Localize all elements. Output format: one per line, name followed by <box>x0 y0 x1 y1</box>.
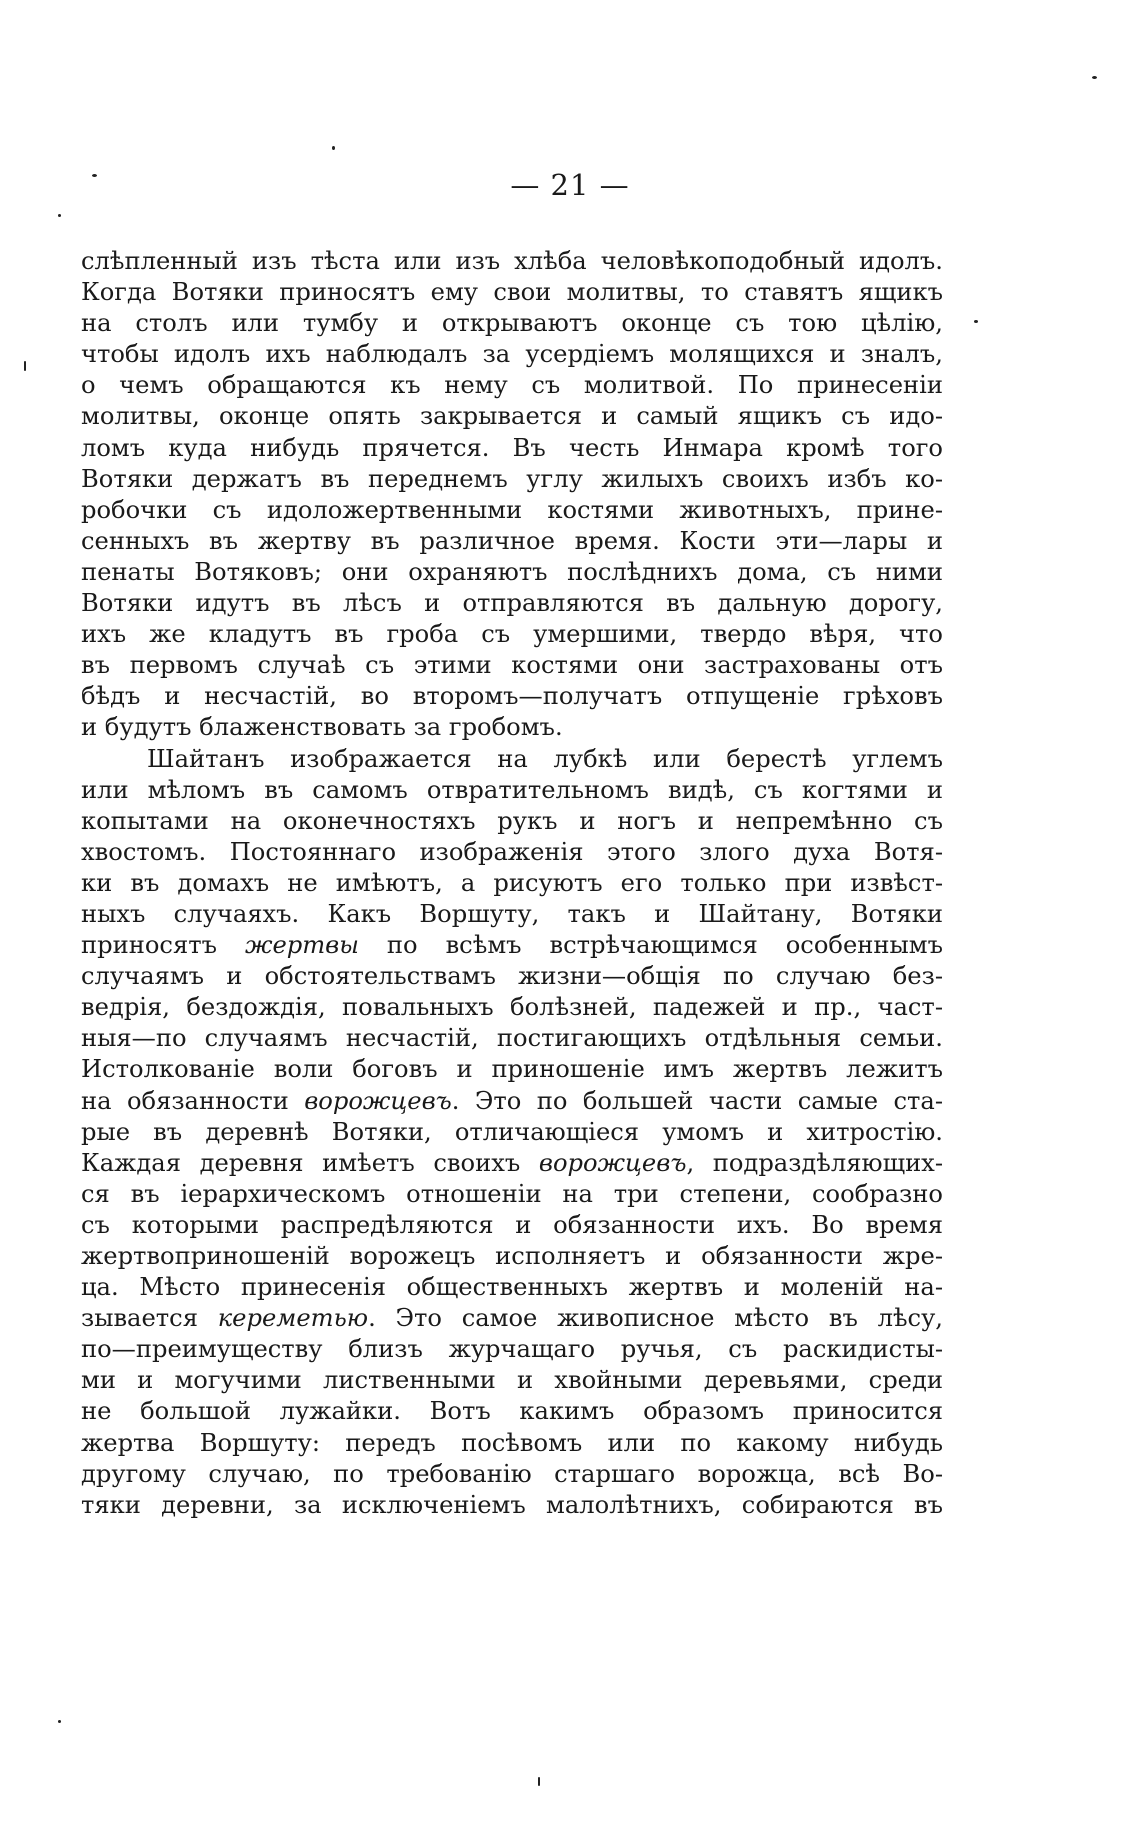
text-line: жертвоприношеній ворожецъ исполняетъ и обязанности жре- <box>81 1242 943 1270</box>
text-line: о чемъ обращаются къ нему съ молитвой. По принесеніи <box>81 371 943 400</box>
text-line: Вотяки идутъ въ лѣсъ и отправляются въ дальную дорогу, <box>81 589 943 618</box>
text-line: чтобы идолъ ихъ наблюдалъ за усердіемъ молящихся и зналъ, <box>81 340 943 369</box>
text-line: приносятъ жертвы по всѣмъ встрѣчающимся особеннымъ <box>81 931 943 960</box>
text-line: ныя—по случаямъ несчастій, постигающихъ отдѣльныя семьи. <box>81 1024 943 1053</box>
text-line: жертва Воршуту: передъ посѣвомъ или по какому нибудь <box>81 1428 943 1457</box>
text-line: ми и могучими лиственными и хвойными деревьями, среди <box>81 1366 943 1395</box>
emphasis: жертвы <box>244 931 359 960</box>
scan-speck <box>24 361 26 371</box>
text-line: Вотяки держатъ въ переднемъ углу жилыхъ своихъ избъ ко- <box>81 464 943 493</box>
emphasis: кереметью <box>217 1304 369 1333</box>
text-line: ломъ куда нибудь прячется. Въ честь Инмара кромѣ того <box>81 433 943 462</box>
text-line: ца. Мѣсто принесенія общественныхъ жертвъ и моленій на- <box>81 1273 943 1302</box>
text-line: тяки деревни, за исключеніемъ малолѣтнихъ, собираются въ <box>81 1490 943 1519</box>
text-line: случаямъ и обстоятельствамъ жизни—общія по случаю без- <box>81 962 943 991</box>
text-line: рые въ деревнѣ Вотяки, отличающіеся умомъ и хитростію. <box>81 1117 943 1146</box>
text-line: ки въ домахъ не имѣютъ, а рисуютъ его только при извѣст- <box>81 868 943 897</box>
text-line: Когда Вотяки приносятъ ему свои молитвы, то ставятъ ящикъ <box>81 278 943 307</box>
text-line: хвостомъ. Постояннаго изображенія этого злого духа Вотя- <box>81 837 943 866</box>
scan-speck <box>92 174 97 177</box>
text-line: не большой лужайки. Вотъ какимъ образомъ приносится <box>81 1397 943 1426</box>
scan-speck <box>58 214 61 217</box>
text-line: по—преимуществу близъ журчащаго ручья, съ раскидисты- <box>81 1335 943 1364</box>
text-line: или мѣломъ въ самомъ отвратительномъ видѣ, съ когтями и <box>81 775 943 804</box>
text-line: ныхъ случаяхъ. Какъ Воршуту, такъ и Шайтану, Вотяки <box>81 899 943 928</box>
text-line: Каждая деревня имѣетъ своихъ ворожцевъ, подраздѣляющих- <box>81 1148 943 1177</box>
text-line: бѣдъ и несчастій, во второмъ—получатъ отпущеніе грѣховъ <box>81 682 943 711</box>
text-line: зывается кереметью. Это самое живописное мѣсто въ лѣсу, <box>81 1304 943 1333</box>
text-line: Шайтанъ изображается на лубкѣ или берестѣ углемъ <box>147 744 943 773</box>
text-line: на обязанности ворожцевъ. Это по большей части самые ста- <box>81 1086 943 1115</box>
paragraph-2 <box>81 744 943 1521</box>
paragraph-1 <box>81 246 943 744</box>
scan-speck <box>974 320 978 323</box>
text-line: ихъ же кладутъ въ гроба съ умершими, твердо вѣря, что <box>81 620 943 649</box>
text-line: слѣпленный изъ тѣста или изъ хлѣба человѣкоподобный идолъ. <box>81 247 943 275</box>
page-number: — 21 — <box>510 168 630 202</box>
scan-speck <box>1092 76 1097 79</box>
text-line: копытами на оконечностяхъ рукъ и ногъ и непремѣнно съ <box>81 806 943 835</box>
text-line: на столъ или тумбу и открываютъ оконце съ тою цѣлію, <box>81 309 943 338</box>
text-line: молитвы, оконце опять закрывается и самый ящикъ съ идо- <box>81 402 943 431</box>
scan-speck <box>538 1777 540 1786</box>
text-line: ведрія, бездождія, повальныхъ болѣзней, падежей и пр., част- <box>81 993 943 1022</box>
text-line: ся въ іерархическомъ отношеніи на три степени, сообразно <box>81 1179 943 1208</box>
text-line: въ первомъ случаѣ съ этими костями они застрахованы отъ <box>81 651 943 680</box>
emphasis: ворожцевъ <box>304 1086 452 1115</box>
text-line: робочки съ идоложертвенными костями животныхъ, прине- <box>81 495 943 524</box>
text-line: другому случаю, по требованію старшаго ворожца, всѣ Во- <box>81 1459 943 1488</box>
scan-speck <box>58 1720 61 1723</box>
body-text <box>81 246 943 1521</box>
text-line: съ которыми распредѣляются и обязанности ихъ. Во время <box>81 1210 943 1239</box>
text-line: пенаты Вотяковъ; они охраняютъ послѣднихъ дома, съ ними <box>81 557 943 586</box>
scan-speck <box>332 146 335 150</box>
emphasis: ворожцевъ <box>538 1148 687 1177</box>
text-line: сенныхъ въ жертву въ различное время. Кости эти—лары и <box>81 526 943 555</box>
text-line: Истолкованіе воли боговъ и приношеніе имъ жертвъ лежитъ <box>81 1055 943 1084</box>
text-line: и будутъ блаженствовать за гробомъ. <box>81 713 563 742</box>
